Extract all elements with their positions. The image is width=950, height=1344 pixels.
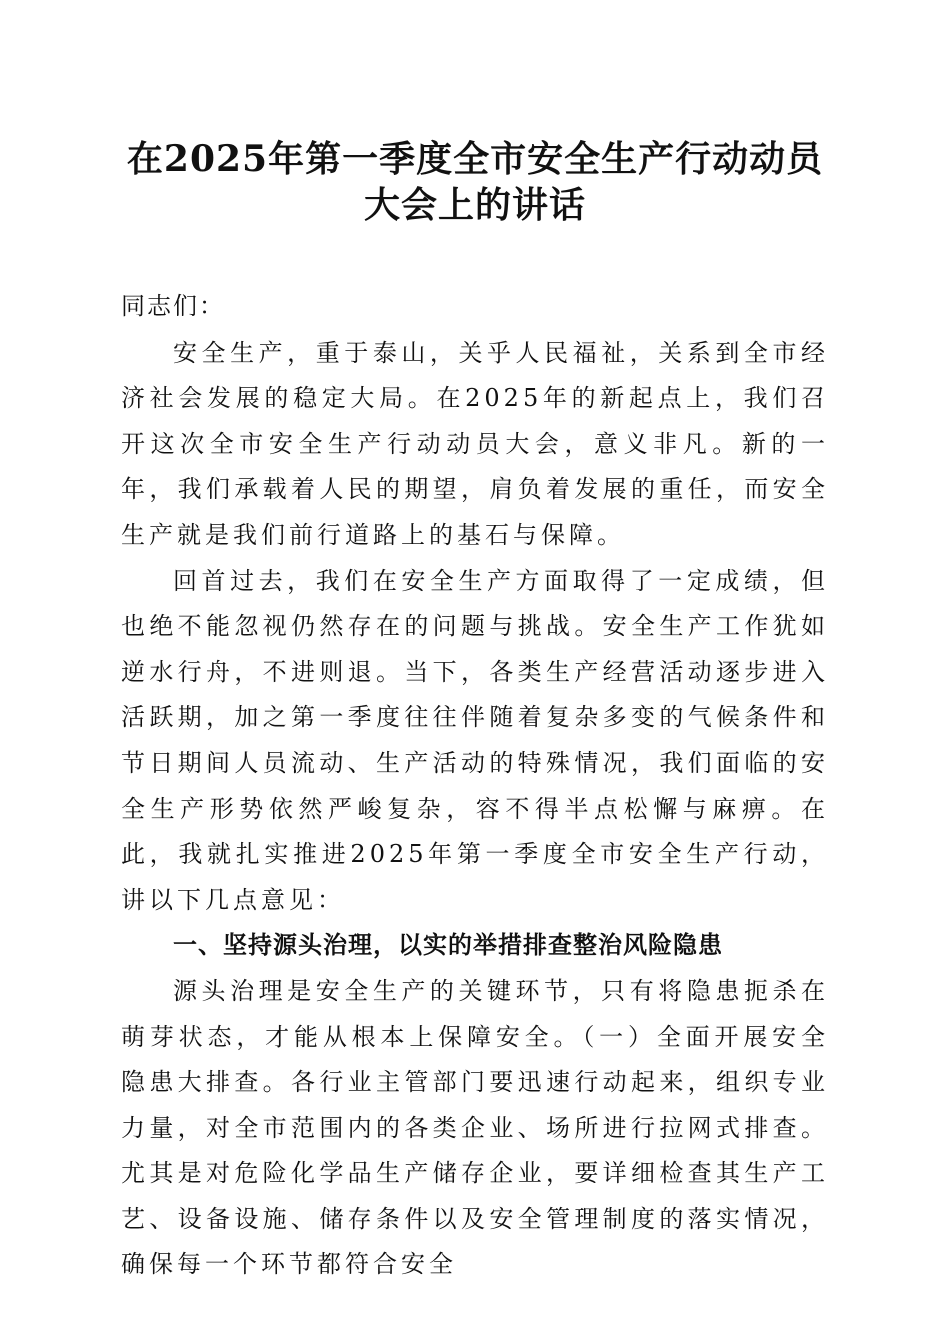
body-paragraph-intro: 安全生产，重于泰山，关乎人民福祉，关系到全市经济社会发展的稳定大局。在2025年的新起点上，我们召开这次全市安全生产行动动员大会，意义非凡。新的一年，我们承载着人民的期望，肩负着发展的重任，而安全生产就是我们前行道路上的基石与保障。 [121,338,829,549]
document-body [121,284,829,1288]
salutation: 同志们： [121,292,225,320]
section-heading-1: 一、坚持源头治理，以实的举措排查整治风险隐患 [173,931,723,960]
document-title: 在2025年第一季度全市安全生产行动动员大会上的讲话 [126,138,824,226]
section-1-paragraph: 源头治理是安全生产的关键环节，只有将隐患扼杀在萌芽状态，才能从根本上保障安全。（一）全面开展安全隐患大排查。各行业主管部门要迅速行动起来，组织专业力量，对全市范围内的各类企业、场所进行拉网式排查。尤其是对危险化学品生产储存企业，要详细检查其生产工艺、设备设施、储存条件以及安全管理制度的落实情况，确保每一个环节都符合安全 [121,976,829,1279]
body-paragraph-review: 回首过去，我们在安全生产方面取得了一定成绩，但也绝不能忽视仍然存在的问题与挑战。安全生产工作犹如逆水行舟，不进则退。当下，各类生产经营活动逐步进入活跃期，加之第一季度往往伴随着复杂多变的气候条件和节日期间人员流动、生产活动的特殊情况，我们面临的安全生产形势依然严峻复杂，容不得半点松懈与麻痹。在此，我就扎实推进2025年第一季度全市安全生产行动，讲以下几点意见： [121,566,829,914]
